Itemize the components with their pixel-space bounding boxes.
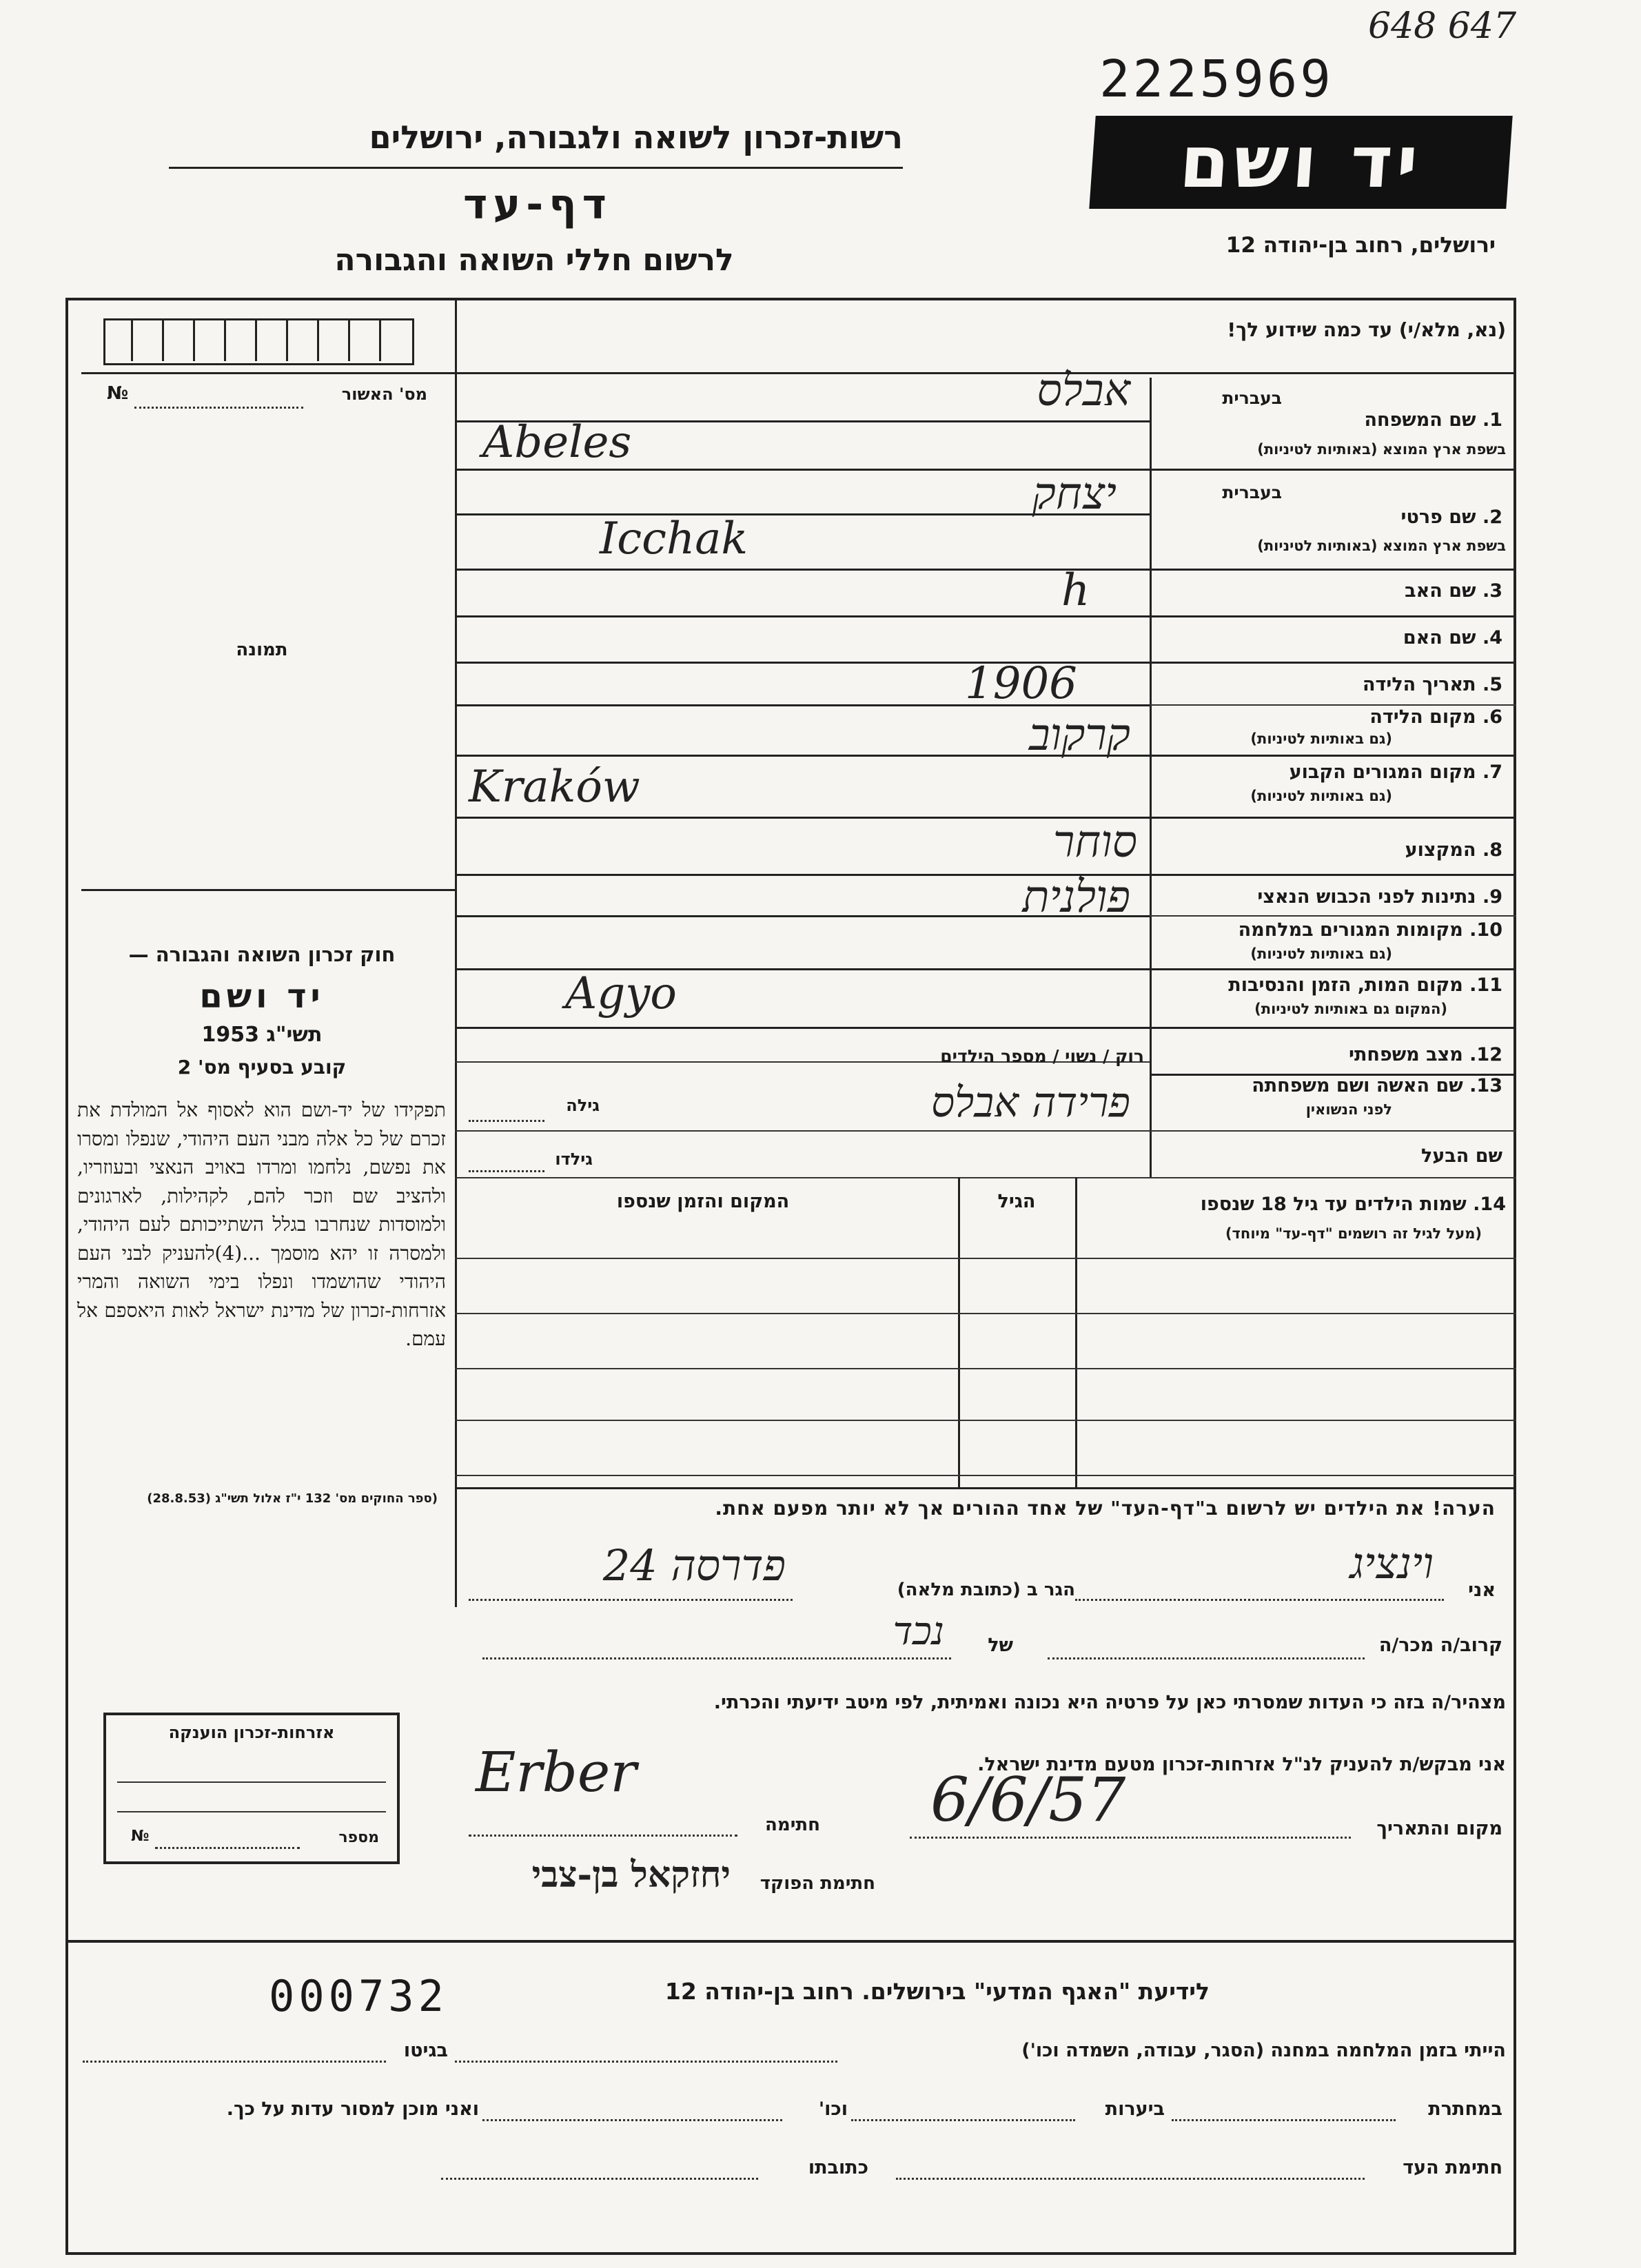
document-subtitle: לרשום חללי השואה והגבורה bbox=[334, 243, 734, 278]
family-status-label: 12. מצב משפחתי bbox=[1349, 1044, 1502, 1065]
birth-place-sub: (גם באותיות לטיניות) bbox=[1250, 731, 1392, 747]
children-heading: 14. שמות הילדים עד גיל 18 שנספו bbox=[1200, 1194, 1506, 1215]
children-subheading: (מעל לגיל זה רושמים "דף-עד" מיוחד) bbox=[1225, 1225, 1482, 1242]
wife-age-line bbox=[469, 1120, 544, 1122]
approval-number-label: מס' האשור bbox=[341, 385, 427, 404]
husband-name-label: שם הבעל bbox=[1420, 1145, 1502, 1167]
footer-info: לידיעת "האגף המדעי" בירושלים. רחוב בן-יהודה 12 bbox=[664, 1978, 1210, 2005]
law-name: יד ושם bbox=[199, 977, 325, 1016]
father-name-label: 3. שם האב bbox=[1405, 580, 1502, 602]
husband-age-label: גילדו bbox=[555, 1150, 593, 1169]
certificate-number-label: מספר bbox=[338, 1829, 379, 1846]
profession-label: 8. המקצוע bbox=[1405, 839, 1502, 861]
witness-signature[interactable]: Erber bbox=[476, 1740, 637, 1804]
relation-line bbox=[482, 1657, 951, 1659]
family-name-hebrew-value[interactable]: אבלס bbox=[1037, 365, 1130, 416]
institute-underline bbox=[169, 167, 903, 169]
wife-age-label: גילה bbox=[566, 1096, 600, 1115]
left-column-divider bbox=[455, 298, 457, 1607]
husband-age-line bbox=[469, 1170, 544, 1172]
footer-underground-blank bbox=[1172, 2119, 1396, 2121]
corner-note: 648 647 bbox=[1368, 6, 1517, 47]
request-text: אני מבקש/ת להעניק לנ"ל אזרחות-זכרון מטעם מדינת ישראל. bbox=[977, 1754, 1506, 1775]
fill-instructions: (נא, מלא/י) עד כמה שידוע לך! bbox=[1227, 318, 1506, 341]
first-name-sub: בשפת ארץ המוצא (באותיות לטיניות) bbox=[1257, 538, 1506, 554]
law-section: קובע בסעיף מס' 2 bbox=[177, 1056, 347, 1079]
footer-forests-blank bbox=[851, 2119, 1075, 2121]
father-name-value[interactable]: h bbox=[1061, 565, 1090, 616]
birth-place-value[interactable]: קרקוב bbox=[1028, 710, 1130, 761]
photo-bottom bbox=[81, 889, 455, 891]
family-status-options: רוק / נשוי / מספר הילדים bbox=[940, 1046, 1144, 1066]
document-title: דף-עד bbox=[463, 181, 612, 229]
family-name-tag: בעברית bbox=[1222, 388, 1282, 408]
family-name-label: 1. שם המשפחה bbox=[1364, 409, 1502, 431]
citizenship-label: 9. נתינות לפני הכבוש הנאצי bbox=[1257, 886, 1502, 908]
witness-name-line bbox=[1075, 1599, 1444, 1601]
logo-text: יד ושם bbox=[1176, 120, 1425, 204]
wife-name-label: 13. שם האשה ושם משפחתה bbox=[1252, 1075, 1502, 1096]
photo-area[interactable] bbox=[81, 372, 453, 889]
birth-date-label: 5. תאריך הלידה bbox=[1362, 674, 1502, 695]
mother-name-label: 4. שם האם bbox=[1403, 627, 1502, 648]
yad-vashem-logo bbox=[1089, 116, 1512, 209]
certificate-number-sign: № bbox=[131, 1828, 150, 1845]
footer-etc-blank bbox=[482, 2119, 782, 2121]
footer-serial: 000732 bbox=[269, 1971, 448, 2021]
residence-sub: (גם באותיות לטיניות) bbox=[1250, 788, 1392, 804]
children-place-column: המקום והזמן שנספו bbox=[616, 1191, 790, 1212]
law-year: תשי"ג 1953 bbox=[201, 1023, 323, 1047]
signature-line bbox=[469, 1835, 737, 1837]
relation-value[interactable]: נכד bbox=[893, 1609, 944, 1654]
date-value[interactable]: 6/6/57 bbox=[930, 1764, 1126, 1835]
first-name-tag: בעברית bbox=[1222, 482, 1282, 502]
law-text: תפקידו של יד-ושם הוא לאסוף אל המולדת את זכרם של כל אלה מבני העם היהודי, שנפלו ומסרו את נפשם, נלחמו ומרדו באויב הנאצי ובעוזריו, ולהציב שם וזכר להם, לקהילות, לארגונים ולמוסדות שנחרבו בגלל השתייכותם לעם היהודי, ולמסרה זו יהא מוסמך ...(4)להעניק לבני העם היהודי שהושמדו ונפלו בימי השואה והמרי אזרחות-זכרון של מדינת ישראל לאות היאספם אל עמם. bbox=[77, 1099, 447, 1350]
wife-name-value[interactable]: פרידה אבלס bbox=[931, 1079, 1130, 1127]
footer-sign-blank bbox=[896, 2178, 1365, 2180]
witness-address-line bbox=[469, 1599, 793, 1601]
footer-forests-label: ביערות bbox=[1105, 2098, 1165, 2120]
death-place-label: 11. מקום המות, הזמן והנסיבות bbox=[1228, 974, 1502, 996]
witness-address-label: הגר ב (כתובת מלאה) bbox=[897, 1580, 1075, 1600]
relative-label: קרוב/ה מכר/ה bbox=[1378, 1635, 1502, 1656]
institute-name: רשות-זכרון לשואה ולגבורה, ירושלים bbox=[369, 119, 903, 156]
first-name-label: 2. שם פרטי bbox=[1400, 507, 1502, 528]
photo-label: תמונה bbox=[236, 640, 288, 660]
office-address: ירושלים, רחוב בן-יהודה 12 bbox=[1225, 233, 1496, 258]
death-place-value[interactable]: Agyo bbox=[565, 968, 677, 1019]
officer-signature[interactable]: יחזקאל בן-צבי bbox=[531, 1854, 731, 1896]
footer-address-blank bbox=[441, 2178, 758, 2180]
approval-ticks bbox=[103, 318, 410, 361]
approval-number-sign: № bbox=[107, 383, 129, 404]
family-name-sub: בשפת ארץ המוצא (באותיות לטיניות) bbox=[1257, 441, 1506, 458]
wartime-residence-label: 10. מקומות המגורים במלחמה bbox=[1238, 919, 1502, 941]
footer-sign-label: חתימת העד bbox=[1403, 2157, 1502, 2178]
label-column-divider bbox=[1150, 378, 1152, 1177]
footer-underground-label: במחתרת bbox=[1428, 2098, 1502, 2120]
witness-address-value[interactable]: פדרסה 24 bbox=[602, 1540, 786, 1591]
footer-etc-label: וכו' bbox=[818, 2098, 848, 2120]
profession-value[interactable]: סוחר bbox=[1052, 817, 1137, 868]
of-label: של bbox=[988, 1635, 1013, 1656]
law-reference: (ספר החוקים מס' 132 י"ז אלול תשי"ג (28.8.53) bbox=[147, 1491, 438, 1506]
footer-camp-line: הייתי בזמן המלחמה במחנה (הסגר, עבודה, השמדה וכו') bbox=[1021, 2040, 1506, 2061]
place-date-label: מקום והתאריך bbox=[1376, 1818, 1502, 1839]
first-name-hebrew-value[interactable]: יצחק bbox=[1032, 469, 1117, 520]
footer-ghetto-blank bbox=[83, 2061, 386, 2063]
birth-date-value[interactable]: 1906 bbox=[965, 658, 1077, 709]
relative-line bbox=[1048, 1657, 1365, 1659]
place-date-line bbox=[910, 1837, 1351, 1839]
wife-name-sub: לפני הנשואין bbox=[1305, 1101, 1392, 1118]
family-name-latin-value[interactable]: Abeles bbox=[482, 417, 632, 468]
children-age-column: הגיל bbox=[997, 1191, 1036, 1212]
witness-i-label: אני bbox=[1468, 1580, 1496, 1601]
children-note: הערה! את הילדים יש לרשום ב"דף-העד" של אחד ההורים אך לא יותר מפעם אחת. bbox=[715, 1497, 1496, 1520]
residence-label: 7. מקום המגורים הקבוע bbox=[1289, 762, 1502, 783]
law-title: חוק זכרון השואה והגבורה — bbox=[128, 943, 396, 966]
signature-label: חתימה bbox=[765, 1815, 820, 1835]
wartime-residence-sub: (גם באותיות לטיניות) bbox=[1250, 946, 1392, 962]
footer-separator bbox=[68, 1940, 1515, 1943]
birth-place-label: 6. מקום הלידה bbox=[1369, 706, 1502, 728]
witness-name-value[interactable]: וינציג bbox=[1349, 1538, 1434, 1588]
death-place-sub: (המקום גם באותיות לטיניות) bbox=[1254, 1001, 1447, 1017]
declaration-text: מצהיר/ה בזה כי העדות שמסרתי כאן על פרטיה היא נכונה ואמיתית, לפי מיטב ידיעתי והכרתי. bbox=[713, 1692, 1506, 1713]
certificate-number-line bbox=[155, 1847, 300, 1849]
residence-value[interactable]: Kraków bbox=[469, 762, 640, 813]
first-name-latin-value[interactable]: Icchak bbox=[600, 513, 748, 564]
record-number: 2225969 bbox=[1099, 50, 1334, 109]
footer-ready-text: ואני מוכן למסור עדות על כך. bbox=[226, 2098, 479, 2120]
certificate-title: אזרחות-זכרון הוענקה bbox=[168, 1723, 335, 1742]
officer-label: חתימת הפוקד bbox=[760, 1873, 875, 1894]
footer-address-label: כתובתו bbox=[808, 2157, 868, 2178]
citizenship-value[interactable]: פולנית bbox=[1022, 872, 1130, 923]
footer-camp-blank bbox=[455, 2061, 837, 2063]
footer-ghetto-label: בגיטו bbox=[403, 2040, 448, 2061]
